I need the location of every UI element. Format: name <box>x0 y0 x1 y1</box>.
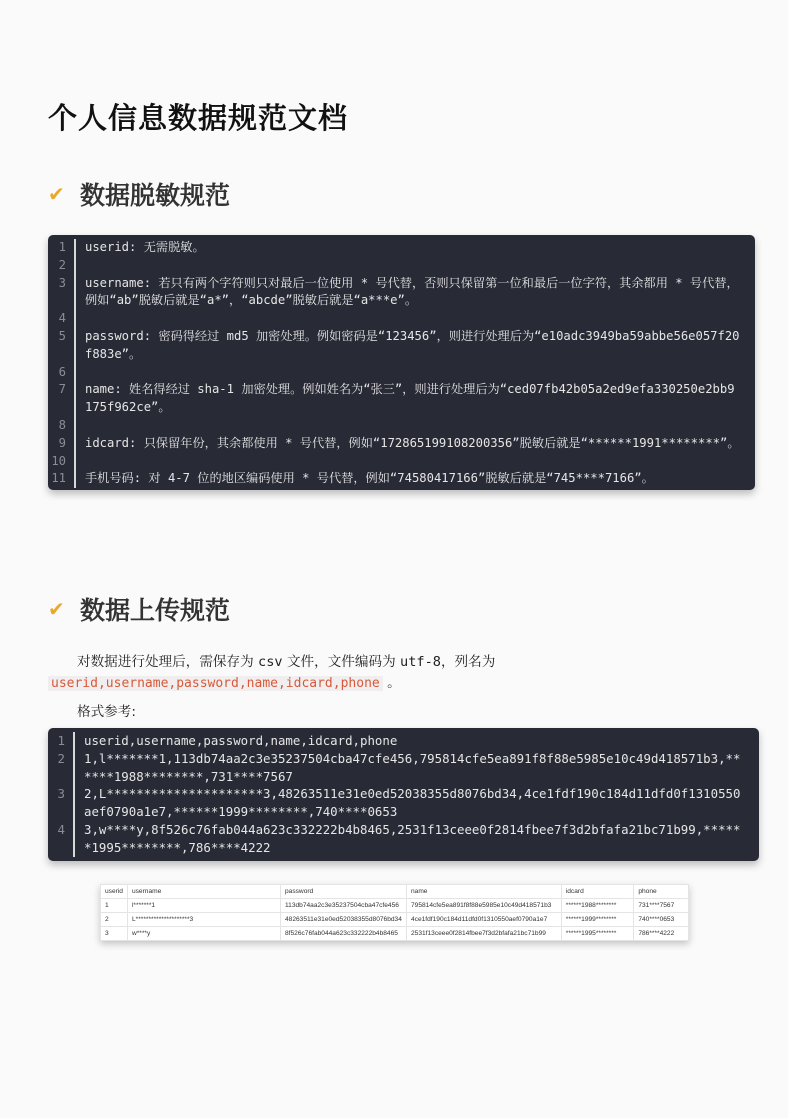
table-cell: 740****0653 <box>634 913 689 927</box>
code-text: 3,w****y,8f526c76fab044a623c332222b4b8465,2531f13ceee0f2814fbee7f3d2bfafa21bc71b99,******1995********,786****4222 <box>84 821 741 855</box>
section-heading-text: 数据脱敏规范 <box>80 181 231 210</box>
table-cell: 113db74aa2c3e35237504cba47cfe456 <box>281 899 407 913</box>
table-cell: 2531f13ceee0f2814fbee7f3d2bfafa21bc71b99 <box>406 927 561 941</box>
table-cell: L*********************3 <box>127 913 280 927</box>
column-header: userid <box>101 885 128 899</box>
file-encoding: utf-8 <box>400 654 441 670</box>
table-row <box>101 927 689 941</box>
code-line <box>48 470 741 488</box>
table-cell: l*******1 <box>127 899 280 913</box>
code-text: userid: 无需脱敏。 <box>85 240 205 254</box>
line-number: 4 <box>48 310 76 328</box>
csv-preview-table <box>100 884 689 941</box>
table-row <box>101 899 689 913</box>
code-text <box>76 453 741 471</box>
table-row <box>101 913 689 927</box>
file-format: csv <box>258 654 283 670</box>
line-number: 6 <box>48 364 76 382</box>
line-number: 1 <box>48 732 75 750</box>
page-title: 个人信息数据规范文档 <box>48 101 349 135</box>
code-text <box>76 417 741 435</box>
upload-description <box>48 652 738 694</box>
checkmark-icon: ✔ <box>48 597 65 621</box>
csv-example-code-block <box>48 728 759 861</box>
table-cell: 731****7567 <box>634 899 689 913</box>
line-number: 1 <box>48 239 76 257</box>
code-line <box>48 239 741 257</box>
code-line <box>48 821 741 857</box>
line-number: 10 <box>48 453 76 471</box>
line-number: 7 <box>48 381 76 417</box>
table-cell: 3 <box>101 927 128 941</box>
code-text <box>76 257 741 275</box>
line-number: 3 <box>48 785 75 821</box>
table-header-row <box>101 885 689 899</box>
line-number: 4 <box>48 821 75 857</box>
code-line <box>48 328 741 364</box>
line-number: 9 <box>48 435 76 453</box>
table-cell: 4ce1fdf190c184d11dfd0f1310550aef0790a1e7 <box>406 913 561 927</box>
code-line <box>48 732 741 750</box>
code-line <box>48 435 741 453</box>
code-line <box>48 257 741 275</box>
code-text: 1,l*******1,113db74aa2c3e35237504cba47cfe456,795814cfe5ea891f8f88e5985e10c49d418571b3,******1988********,731****7567 <box>84 750 741 784</box>
section-heading-upload <box>48 591 230 627</box>
code-line <box>48 381 741 417</box>
code-line <box>48 417 741 435</box>
para-text: ，列名为 <box>440 654 496 670</box>
table-cell: 786****4222 <box>634 927 689 941</box>
code-line <box>48 275 741 311</box>
table-cell: 1 <box>101 899 128 913</box>
column-header: name <box>406 885 561 899</box>
table-cell: 8f526c76fab044a623c332222b4b8465 <box>281 927 407 941</box>
column-header: password <box>281 885 407 899</box>
column-header: username <box>127 885 280 899</box>
line-number: 5 <box>48 328 76 364</box>
column-header: idcard <box>561 885 634 899</box>
table-cell: 795814cfe5ea891f8f88e5985e10c49d418571b3 <box>406 899 561 913</box>
masking-rules-code-block <box>48 235 755 490</box>
format-reference-label: 格式参考: <box>77 704 136 720</box>
code-line <box>48 453 741 471</box>
column-names-code: userid,username,password,name,idcard,phone <box>48 676 383 691</box>
code-line <box>48 310 741 328</box>
code-line <box>48 750 741 786</box>
table-cell: ******1988******** <box>561 899 634 913</box>
para-text: 。 <box>387 675 401 691</box>
code-text: 2,L*********************3,48263511e31e0ed52038355d8076bd34,4ce1fdf190c184d11dfd0f1310550aef0790a1e7,******1999********,740****0653 <box>84 786 741 820</box>
para-text: 对数据进行处理后，需保存为 <box>77 654 254 670</box>
line-number: 2 <box>48 750 75 786</box>
code-line <box>48 364 741 382</box>
code-text: idcard: 只保留年份，其余都使用 * 号代替，例如“172865199108200356”脱敏后就是“******1991********”。 <box>85 435 740 450</box>
column-header: phone <box>634 885 689 899</box>
checkmark-icon: ✔ <box>48 182 65 206</box>
table-cell: ******1999******** <box>561 913 634 927</box>
code-text: userid,username,password,name,idcard,phone <box>84 733 398 748</box>
code-text: username: 若只有两个字符则只对最后一位使用 * 号代替，否则只保留第一位和最后一位字符，其余都用 * 号代替，例如“ab”脱敏后就是“a*”，“abcde”脱敏后就是“a***e”。 <box>85 275 739 308</box>
section-heading-masking <box>48 176 230 212</box>
code-text <box>76 364 741 382</box>
table-cell: ******1995******** <box>561 927 634 941</box>
code-text: name: 姓名得经过 sha-1 加密处理。例如姓名为“张三”，则进行处理后为“ced07fb42b05a2ed9efa330250e2bb9175f962ce”。 <box>85 382 735 415</box>
code-text: password: 密码得经过 md5 加密处理。例如密码是“123456”，则进行处理后为“e10adc3949ba59abbe56e057f20f883e”。 <box>85 328 740 361</box>
table-cell: 2 <box>101 913 128 927</box>
code-text <box>76 310 741 328</box>
line-number: 8 <box>48 417 76 435</box>
code-line <box>48 785 741 821</box>
line-number: 11 <box>48 470 76 488</box>
line-number: 2 <box>48 257 76 275</box>
table-cell: 48263511e31e0ed52038355d8076bd34 <box>281 913 407 927</box>
para-text: 文件，文件编码为 <box>286 654 396 670</box>
section-heading-text: 数据上传规范 <box>80 596 231 625</box>
code-text: 手机号码: 对 4-7 位的地区编码使用 * 号代替，例如“74580417166”脱敏后就是“745****7166”。 <box>85 471 654 486</box>
table-cell: w****y <box>127 927 280 941</box>
line-number: 3 <box>48 275 76 311</box>
